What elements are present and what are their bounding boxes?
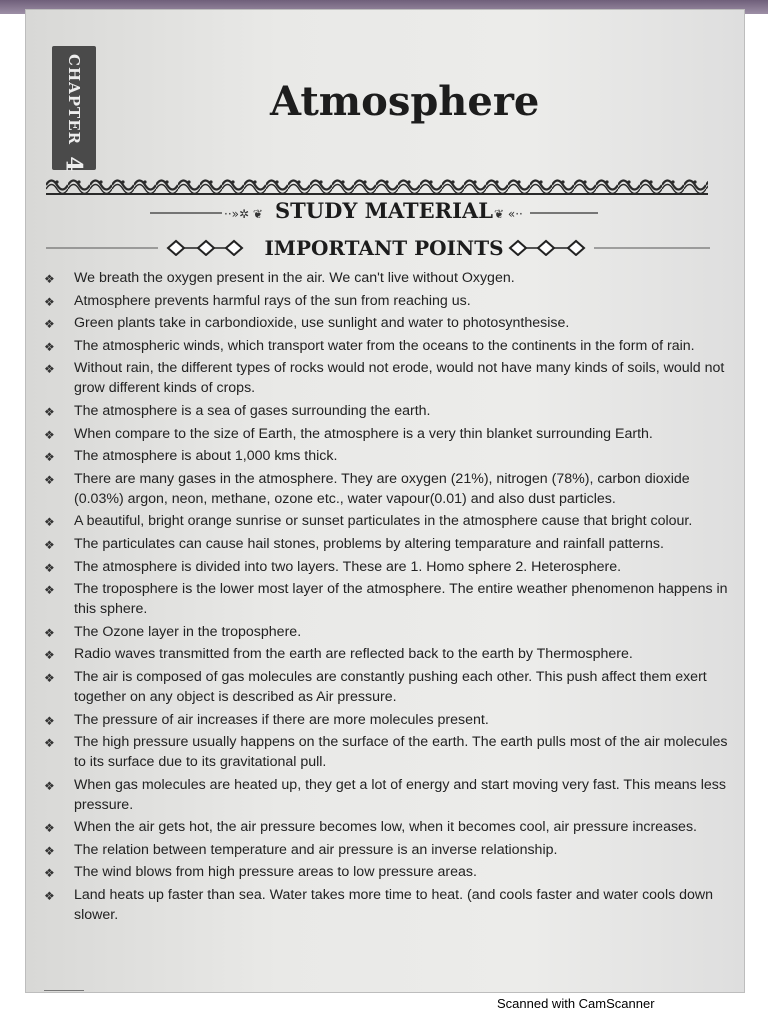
diamond-bullet-icon: ❖ (44, 583, 55, 598)
point-text: The Ozone layer in the troposphere. (74, 623, 302, 640)
diamond-bullet-icon: ❖ (44, 339, 55, 354)
point-item (40, 268, 730, 288)
point-item (40, 313, 730, 333)
diamond-bullet-icon: ❖ (44, 866, 55, 881)
point-text: The particulates can cause hail stones, problems by altering temparature and rainfall patterns. (74, 535, 664, 552)
point-text: The troposphere is the lower most layer of the atmosphere. The entire weather phenomenon happens in this sphere. (74, 581, 728, 618)
point-text: The relation between temperature and air pressure is an inverse relationship. (74, 841, 558, 858)
diamond-bullet-icon: ❖ (44, 362, 55, 377)
diamond-bullet-icon: ❖ (44, 843, 55, 858)
point-item (40, 840, 730, 860)
diamond-bullet-icon: ❖ (44, 778, 55, 793)
point-text: The atmospheric winds, which transport water from the oceans to the continents in the form of rain. (74, 337, 695, 354)
point-item (40, 622, 730, 642)
diamond-bullet-icon: ❖ (44, 294, 55, 309)
point-item (40, 710, 730, 730)
diamond-bullet-icon: ❖ (44, 537, 55, 552)
diamond-bullet-icon: ❖ (44, 670, 55, 685)
diamond-bullet-icon: ❖ (44, 713, 55, 728)
scanner-watermark: Scanned with CamScanner (497, 996, 655, 1011)
study-material-heading: STUDY MATERIAL (275, 198, 493, 223)
point-text: The atmosphere is about 1,000 kms thick. (74, 448, 338, 465)
point-item (40, 534, 730, 554)
point-text: Without rain, the different types of rocks would not erode, would not have many kinds of soils, would not grow different kinds of crops. (74, 360, 725, 397)
chapter-number: 4 (61, 156, 87, 172)
point-item (40, 291, 730, 311)
point-item (40, 775, 730, 815)
diamond-bullet-icon: ❖ (44, 472, 55, 487)
point-item (40, 579, 730, 619)
chapter-label: CHAPTER (65, 54, 83, 146)
page-bottom-rule (44, 990, 84, 991)
point-text: There are many gases in the atmosphere. They are oxygen (21%), nitrogen (78%), carbon dioxide (0.03%) argon, neon, methane, ozone etc., water vapour(0.01) and also dust particles. (74, 470, 690, 507)
point-text: Green plants take in carbondioxide, use sunlight and water to photosynthesise. (74, 315, 570, 332)
diamond-bullet-icon: ❖ (44, 648, 55, 663)
point-item (40, 446, 730, 466)
diamond-bullet-icon: ❖ (44, 450, 55, 465)
point-item (40, 358, 730, 398)
diamond-bullet-icon: ❖ (44, 404, 55, 419)
point-text: Atmosphere prevents harmful rays of the sun from reaching us. (74, 292, 471, 309)
page-title: Atmosphere (270, 78, 540, 125)
decorative-border (46, 174, 708, 196)
point-text: The pressure of air increases if there are more molecules present. (74, 711, 489, 728)
points-list (40, 268, 730, 928)
point-item (40, 469, 730, 509)
point-text: The wind blows from high pressure areas to low pressure areas. (74, 864, 477, 881)
diamond-bullet-icon: ❖ (44, 560, 55, 575)
point-text: The atmosphere is a sea of gases surrounding the earth. (74, 402, 431, 419)
diamond-bullet-icon: ❖ (44, 625, 55, 640)
point-item (40, 401, 730, 421)
point-text: Radio waves transmitted from the earth are reflected back to the earth by Thermosphere. (74, 646, 633, 663)
diamond-bullet-icon: ❖ (44, 515, 55, 530)
diamond-bullet-icon: ❖ (44, 317, 55, 332)
point-item (40, 885, 730, 925)
point-text: Land heats up faster than sea. Water takes more time to heat. (and cools faster and water cools down slower. (74, 887, 714, 924)
point-item (40, 557, 730, 577)
svg-text:··»✲ ❦: ··»✲ ❦ (224, 207, 263, 220)
point-item (40, 817, 730, 837)
point-text: When the air gets hot, the air pressure becomes low, when it becomes cool, air pressure increases. (74, 819, 697, 836)
point-item (40, 336, 730, 356)
diamond-bullet-icon: ❖ (44, 821, 55, 836)
point-text: The high pressure usually happens on the surface of the earth. The earth pulls most of the air molecules to its surface due to its gravitational pull. (74, 734, 728, 771)
diamond-bullet-icon: ❖ (44, 889, 55, 904)
point-item (40, 862, 730, 882)
point-item (40, 667, 730, 707)
point-text: A beautiful, bright orange sunrise or sunset particulates in the atmosphere cause that bright colour. (74, 513, 693, 530)
point-text: The air is composed of gas molecules are constantly pushing each other. This push affect them exert together on any object is described as Air pressure. (74, 668, 707, 705)
point-text: The atmosphere is divided into two layers. These are 1. Homo sphere 2. Heterosphere. (74, 558, 622, 575)
point-item (40, 511, 730, 531)
point-text: We breath the oxygen present in the air. We can't live without Oxygen. (74, 270, 515, 286)
point-item (40, 644, 730, 664)
point-text: When compare to the size of Earth, the atmosphere is a very thin blanket surrounding Earth. (74, 425, 653, 442)
diamond-bullet-icon: ❖ (44, 427, 55, 442)
important-points-heading: IMPORTANT POINTS (264, 236, 504, 260)
point-item (40, 732, 730, 772)
svg-text:❦ «··: ❦ «·· (494, 207, 523, 220)
chapter-tab (52, 46, 96, 170)
diamond-bullet-icon: ❖ (44, 736, 55, 751)
point-text: When gas molecules are heated up, they get a lot of energy and start moving very fast. This means less pressure. (74, 776, 726, 813)
point-item (40, 424, 730, 444)
diamond-bullet-icon: ❖ (44, 272, 55, 286)
